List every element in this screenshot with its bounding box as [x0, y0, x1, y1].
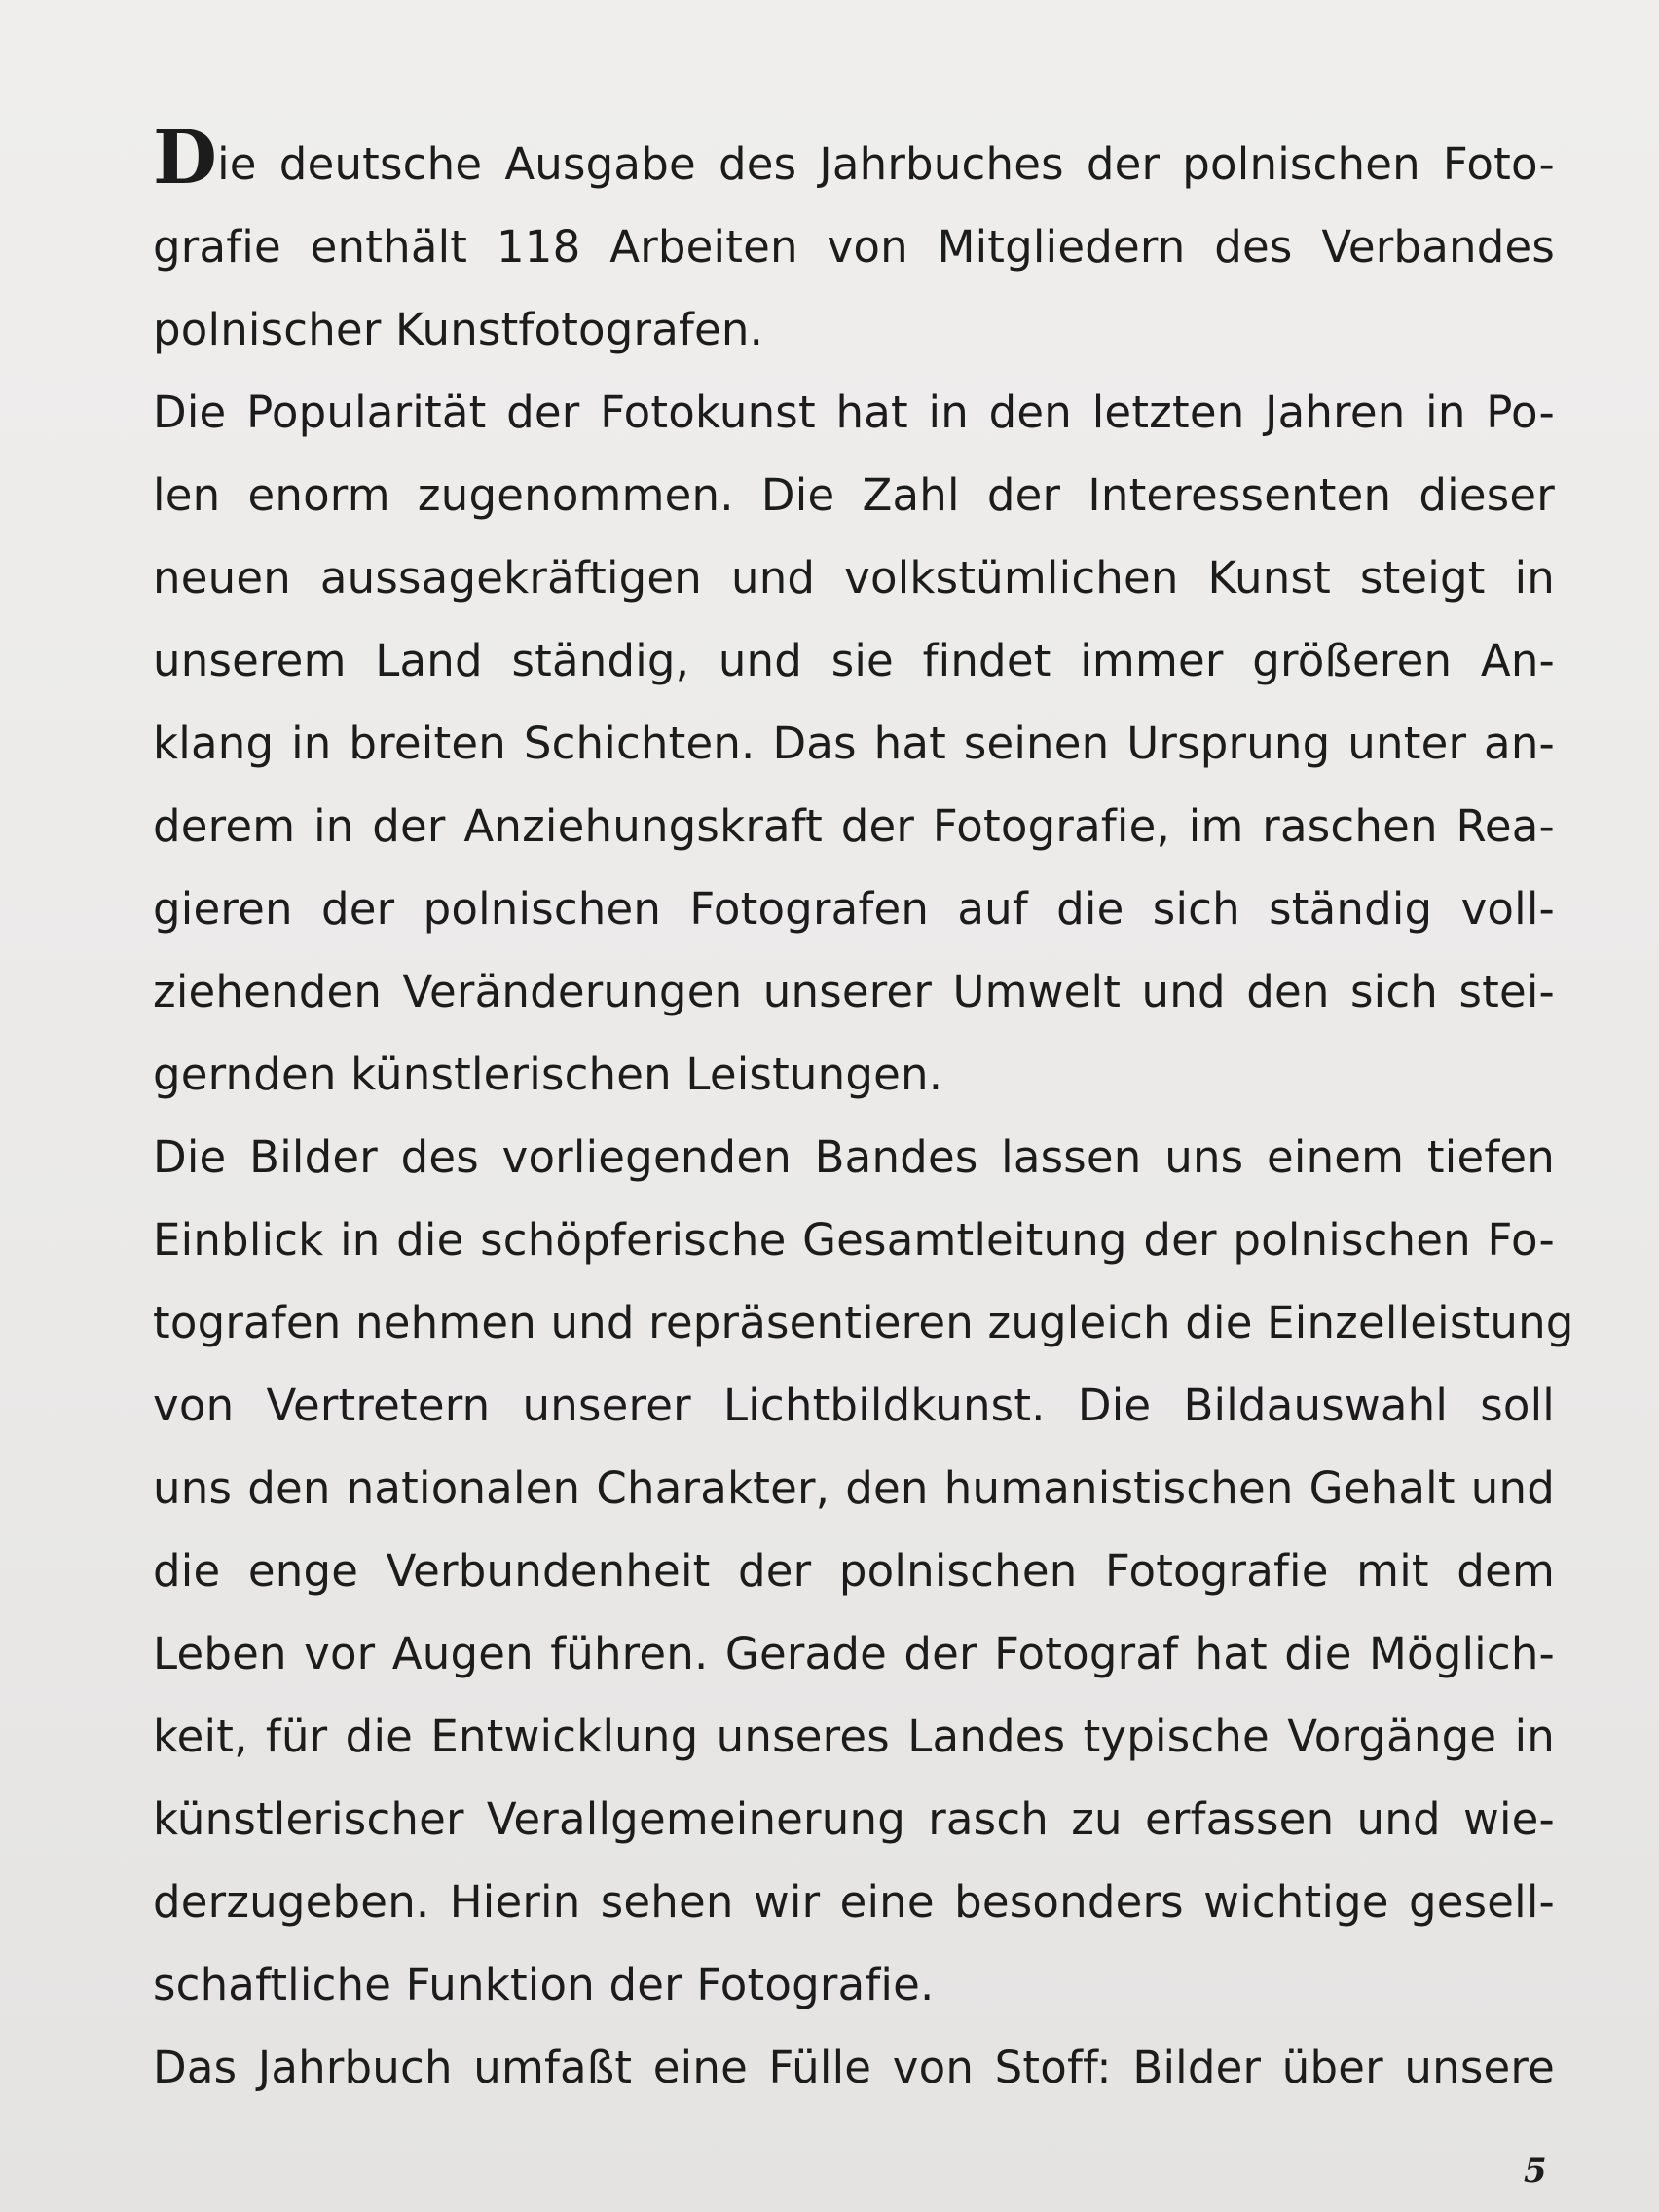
drop-cap: D	[153, 114, 218, 201]
text-line: keit, für die Entwicklung unseres Landes typische Vorgänge in	[153, 1711, 1555, 1762]
text-line: künstlerischer Verallgemeinerung rasch zu erfassen und wie-	[153, 1793, 1555, 1845]
text-line: klang in breiten Schichten. Das hat seinen Ursprung unter an-	[153, 718, 1555, 769]
text-line: von Vertretern unserer Lichtbildkunst. Die Bildauswahl soll	[153, 1380, 1555, 1431]
text-line: len enorm zugenommen. Die Zahl der Interessenten dieser	[153, 469, 1555, 521]
text-line: die enge Verbundenheit der polnischen Fotografie mit dem	[153, 1545, 1555, 1597]
text-line: derem in der Anziehungskraft der Fotografie, im raschen Rea-	[153, 800, 1555, 852]
text-line-rest: ie deutsche Ausgabe des Jahrbuches der polnischen Foto-	[217, 138, 1555, 190]
text-line: uns den nationalen Charakter, den humanistischen Gehalt und	[153, 1462, 1555, 1514]
text-line: ziehenden Veränderungen unserer Umwelt und den sich stei-	[153, 966, 1555, 1017]
text-line: Das Jahrbuch umfaßt eine Fülle von Stoff: Bilder über unsere	[153, 2042, 1555, 2093]
text-line	[153, 114, 1555, 205]
text-line: tografen nehmen und repräsentieren zugleich die Einzelleistung	[153, 1297, 1574, 1348]
text-line: gernden künstlerischen Leistungen.	[153, 1049, 943, 1100]
text-line: schaftliche Funktion der Fotografie.	[153, 1959, 935, 2010]
page-number: 5	[1524, 2152, 1547, 2191]
text-line: Die Bilder des vorliegenden Bandes lassen uns einem tiefen	[153, 1131, 1555, 1183]
text-line: derzugeben. Hierin sehen wir eine besonders wichtige gesell-	[153, 1876, 1555, 1928]
text-line: unserem Land ständig, und sie findet immer größeren An-	[153, 635, 1555, 686]
text-line: Die Popularität der Fotokunst hat in den letzten Jahren in Po-	[153, 387, 1555, 438]
text-line: neuen aussagekräftigen und volkstümlichen Kunst steigt in	[153, 552, 1555, 604]
text-line: Leben vor Augen führen. Gerade der Fotograf hat die Möglich-	[153, 1628, 1555, 1679]
text-line: polnischer Kunstfotografen.	[153, 304, 764, 355]
text-line: grafie enthält 118 Arbeiten von Mitgliedern des Verbandes	[153, 221, 1555, 273]
text-line: gieren der polnischen Fotografen auf die sich ständig voll-	[153, 883, 1555, 935]
body-text	[153, 114, 1574, 2109]
text-line: Einblick in die schöpferische Gesamtleitung der polnischen Fo-	[153, 1214, 1555, 1266]
